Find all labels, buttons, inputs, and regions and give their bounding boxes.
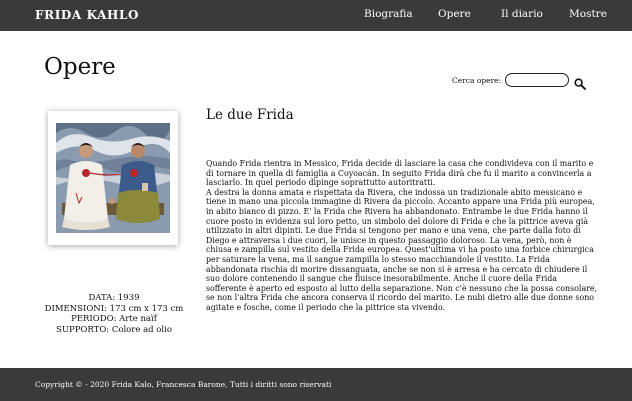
nav-link-biografia[interactable]: Biografia [364,8,413,20]
top-navbar [0,0,632,31]
painting-le-due-frida-icon [56,123,170,233]
artwork-image [48,111,178,245]
artwork-period: PERIODO: Arte naïf [71,314,157,324]
artwork-medium: SUPPORTO: Colore ad olio [56,324,172,335]
description-paragraph: A destra la donna amata e rispettata da Rivera, che indossa un tradizionale abito messicano e tiene in mano una piccola immagine di Rivera da piccolo. Accanto appare una Frida più europea, in abito bianco di pizzo. E' la Frida che Rivera ha abbandonato. Entrambe le due Frida hanno il cuore posto in evidenza sul loro petto, un simbolo del dolore di Frida e che la pittrice aveva già utilizzato in altri dipinti. Le due Frida si tengono per mano e una vena, che parte dalla foto di Diego e attraversa i due cuori, le unisce in questo passaggio doloroso. La vena, però, non è chiusa e zampilla sul vestito della Frida europea. Quest'ultima vi ha posto una forbice chirurgica per saturare la vena, ma il sangue zampilla lo stesso macchiandole il vestito. La Frida abbandonata rischia di morire dissanguata, anche se non si è arresa e ha cercato di chiudere il suo dolore contenendo il sangue che fluisce inesorabilmente. Anche il cuore della Frida sofferente è aperto ed esposto al lutto della separazione. Non c'è nessuno che la possa consolare, se non l'altra Frida che ancora conserva il ricordo del marito. Le nubi dietro alle due donne sono agitate e fosche, come il periodo che la pittrice sta vivendo. [206,187,598,312]
artwork-dimensions: DIMENSIONI: 173 cm x 173 cm [44,303,184,314]
description-paragraph: Quando Frida rientra in Messico, Frida decide di lasciare la casa che condivideva con il marito e di tornare in quella di famiglia a Coyoacán. In seguito Frida dirà che fu il marito a convincerla a lasciarlo. In quel periodo dipinge soprattutto autoritratti. [206,159,594,188]
search-icon[interactable] [574,75,586,87]
main-nav [0,8,632,24]
nav-link-il-diario[interactable]: Il diario [501,8,543,20]
search-input[interactable] [505,73,569,87]
artwork-date: DATA: 1939 [88,293,140,303]
search-label: Cerca opere: [452,76,502,85]
artwork-title: Le due Frida [206,107,294,123]
page-title: Opere [44,54,116,80]
artwork-description [206,159,598,313]
nav-link-opere[interactable]: Opere [438,8,471,20]
artwork-details [34,293,194,335]
footer [0,368,632,401]
site-brand[interactable]: FRIDA KAHLO [35,8,140,22]
copyright-text: Copyright © - 2020 Frida Kalo, Francesca Barone, Tutti i diritti sono riservati [35,380,332,389]
nav-link-mostre[interactable]: Mostre [569,8,607,20]
